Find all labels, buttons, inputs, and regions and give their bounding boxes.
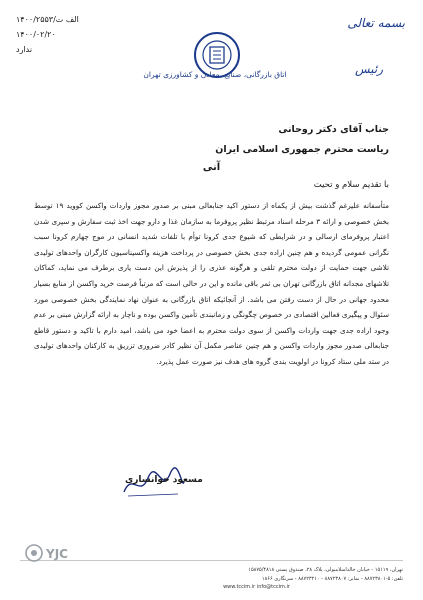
footer-address: تهران، ۱۵۱۱۹ - خیابان خالداسلامبولی، پلاک ۲۸، صندوق پستی ۱۵۸۷۵/۴۸۱۸ [248, 567, 403, 573]
letter-number: ۱۴۰۰/الف ت/۲۵۵۳ [16, 15, 79, 24]
meta-number-row [16, 12, 106, 27]
letter-meta [16, 12, 106, 57]
yjc-watermark-icon [24, 538, 84, 568]
president-title: رئیس [354, 62, 383, 76]
chamber-logo-icon [170, 12, 265, 102]
bismillah-heading: بسمه تعالی [347, 16, 405, 30]
letter-date: ۱۴۰۰/۰۲/۲۰ [16, 30, 56, 39]
signer-name: مسعود خوانساری [125, 475, 203, 485]
urgency-label: آنی [202, 162, 221, 173]
letter-body: متأسفانه علیرغم گذشت بیش از یکماه از دستور اکید جنابعالی مبنی بر صدور مجوز واردات واکسن کووید ۱۹ توسط بخش خصوصی و ارائه ۳ مرحله اسناد مرتبط نظیر پروفرما به سازمان غذا و دارو جهت اخذ ثبت سفارش و سپری شدن اعتبار پروفرمای ارسالی و در شرایطی که شیوع جدی کرونا توأم با تلفات شدید انسانی در موج چهارم کرونا سبب نگرانی عمومی گردیده و هم چنین اراده جدی بخش خصوصی در پرداخت هزینه واکسیناسیون کارگران واحدهای تولیدی تلاشی جهت حمایت از دولت محترم تلقی و هرگونه عذری را از پذیرش این دست یاری برطرف می نماید، کماکان تلاشهای مجدانه اتاق بازرگانی تهران بی ثمر باقی مانده و این در حالی است که مرتباً فرصت خرید واکسن از منابع بسیار محدود جهانی در حال از دست رفتن می باشد. از آنجائیکه اتاق بازرگانی به عنوان نهاد نمایندگی بخش خصوصی مورد سئوال و پیگیری فعالین اقتصادی در خصوص چگونگی و زمانبندی تأمین واکسن بوده و ناچار به ارائه گزارش مبنی بر عدم وجود اراده جدی جهت واردات واکسن از سوی دولت محترم به اعضا خود می باشد، امید دارم با تاکید و دستور قاطع جنابعالی صدور مجوز واردات واکسن و هم چنین عناصر مکمل آن نظیر کادر ضروری تزریق به کارکنان واحدهای تولیدی در ستد ملی ستاد کرونا در اولویت بندی گروه های هدف نیز صورت عمل پذیرد. [34, 201, 389, 366]
footer-phone: تلفن: ۵-۸۸۷۲۳۸۰۱ - نمابر: ۸۸۷۲۳۸۰۷ - ۸۸۷۲۳۲۱۰ - سرنگاری ۱۸۶۶ [261, 575, 403, 582]
letter-attachment: ندارد [16, 45, 33, 54]
recipient-block [215, 120, 389, 160]
recipient-name: جناب آقای دکتر روحانی [278, 124, 389, 135]
meta-date-row [16, 27, 106, 42]
meta-attachment-row [16, 42, 106, 57]
recipient-title: ریاست محترم جمهوری اسلامی ایران [215, 144, 389, 155]
letter-footer [110, 566, 403, 592]
yjc-text: YJC [46, 547, 68, 561]
greeting-line: با تقدیم سلام و تحیت [313, 180, 389, 190]
footer-web: www.tccim.ir info@tccim.ir [223, 584, 290, 590]
org-name: اتاق بازرگانی، صنایع، معادن و کشاورزی تهران [143, 70, 287, 79]
